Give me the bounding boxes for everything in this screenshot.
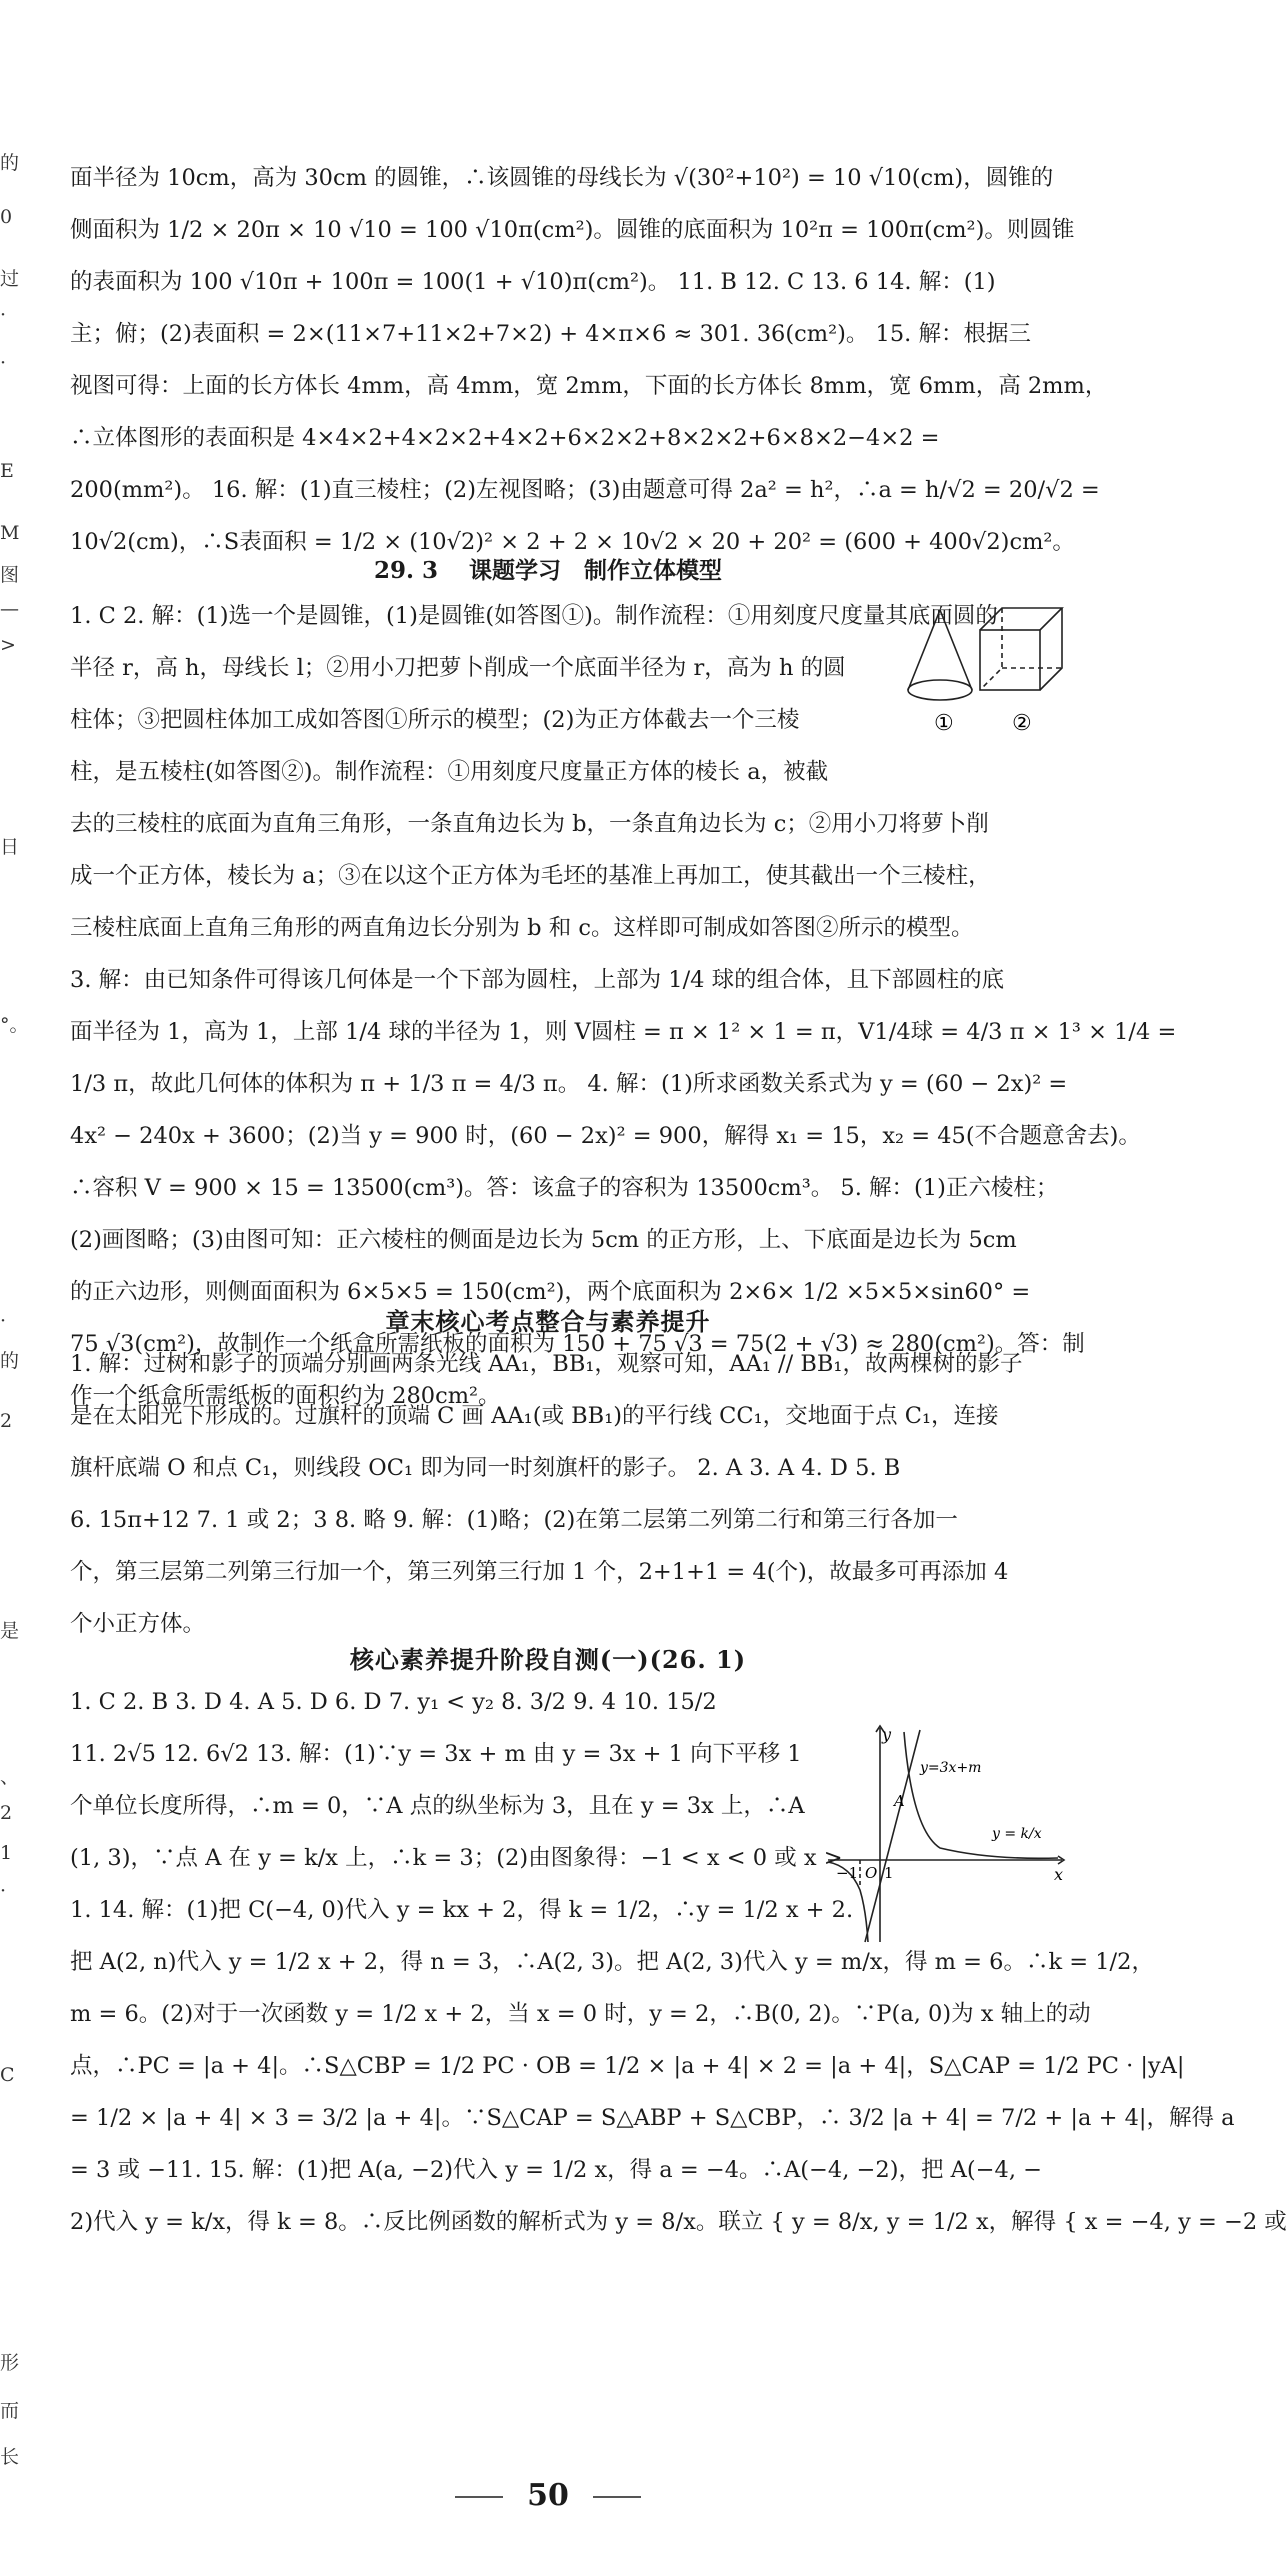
text-line: 柱体；③把圆柱体加工成如答图①所示的模型；(2)为正方体截去一个三棱 [70,707,800,733]
text-line: 的表面积为 100 √10π + 100π = 100(1 + √10)π(cm²)。 11. B 12. C 13. 6 14. 解：(1) [70,269,996,295]
text-line: m = 6。(2)对于一次函数 y = 1/2 x + 2，当 x = 0 时，y = 2，∴B(0, 2)。∵P(a, 0)为 x 轴上的动 [70,2001,1091,2027]
line-y3x [865,1730,920,1942]
point-a-label: A [894,1792,905,1810]
text-line: 个，第三层第二列第三行加一个，第三列第三行加 1 个，2+1+1 = 4(个)，故最多可再添加 4 [70,1559,1009,1585]
text-line: 成一个正方体，棱长为 a；③在以这个正方体为毛坯的基准上再加工，使其截出一个三棱柱， [70,863,991,889]
edge-frag: — [0,598,19,620]
cone-edge-right [940,610,972,690]
text-line: 1. C 2. 解：(1)选一个是圆锥，(1)是圆锥(如答图①)。制作流程：①用刻度尺度量其底面圆的 [70,603,998,629]
text-line: 柱，是五棱柱(如答图②)。制作流程：①用刻度尺度量正方体的棱长 a，被截 [70,759,829,785]
text-line: 3. 解：由已知条件可得该几何体是一个下部为圆柱，上部为 1/4 球的组合体，且下部圆柱的底 [70,967,1005,993]
text-line: 半径 r，高 h，母线长 l；②用小刀把萝卜削成一个底面半径为 r，高为 h 的圆 [70,655,846,681]
cone-base [908,680,972,700]
edge-frag: 日 [0,836,20,858]
answer-block-review [70,1338,1062,1650]
edge-frag: · [0,352,7,374]
text-line: 三棱柱底面上直角三角形的两直角边长分别为 b 和 c。这样即可制成如答图②所示的模型。 [70,915,974,941]
edge-frag: E [0,460,14,482]
answer-block-prev [70,152,1108,568]
edge-frag: 是 [0,1620,20,1642]
text-line: 点，∴PC = |a + 4|。∴S△CBP = 1/2 PC · OB = 1/2 × |a + 4| × 2 = |a + 4|，S△CAP = 1/2 PC · |yA| [70,2053,1185,2079]
section-title: 章末核心考点整合与素养提升 [385,1307,711,1336]
text-line: (2)画图略；(3)由图可知：正六棱柱的侧面是边长为 5cm 的正方形，上、下底面是边长为 5cm [70,1227,1017,1253]
edge-frag: 0 [0,206,13,228]
text-line: 4x² − 240x + 3600；(2)当 y = 900 时，(60 − 2x)² = 900，解得 x₁ = 15，x₂ = 45(不合题意舍去)。 [70,1123,1141,1149]
text-line: 10√2(cm)，∴S表面积 = 1/2 × (10√2)² × 2 + 2 × 10√2 × 20 + 20² = (600 + 400√2)cm²。 [70,529,1075,555]
edge-frag: 过 [0,268,20,290]
origin-label: O [865,1864,878,1882]
y-axis-label: y [882,1725,892,1744]
solid-label-1: ① [934,711,954,736]
text-line: (1, 3)，∵点 A 在 y = k/x 上，∴k = 3；(2)由图象得：−1 < x < 0 或 x > [70,1845,843,1871]
edge-frag: 而 [0,2400,20,2422]
function-graph [820,1720,1070,1950]
text-line: 个单位长度所得，∴m = 0，∵A 点的纵坐标为 3，且在 y = 3x 上，∴A [70,1793,805,1819]
text-line: 面半径为 10cm，高为 30cm 的圆锥，∴该圆锥的母线长为 √(30²+10²) = 10 √10(cm)，圆锥的 [70,165,1054,191]
text-line: 2)代入 y = k/x，得 k = 8。∴反比例函数的解析式为 y = 8/x。联立 { y = 8/x, y = 1/2 x，解得 { x = −4, y = −2 或 [70,2209,1287,2235]
x-axis-label: x [1054,1865,1064,1884]
edge-frag: 2 [0,1802,13,1824]
text-line: 6. 15π+12 7. 1 或 2；3 8. 略 9. 解：(1)略；(2)在第二层第二列第二行和第三行各加一 [70,1507,958,1533]
text-line: = 3 或 −11. 15. 解：(1)把 A(a, −2)代入 y = 1/2 x，得 a = −4。∴A(−4, −2)，把 A(−4, − [70,2157,1042,2183]
cube-front [980,630,1040,690]
line-label: y=3x+m [920,1760,982,1776]
left-edge-fragments [0,0,30,2556]
edge-frag: M [0,522,20,544]
text-line: 1. 14. 解：(1)把 C(−4, 0)代入 y = kx + 2，得 k = 1/2，∴y = 1/2 x + 2. [70,1897,854,1923]
text-line: 把 A(2, n)代入 y = 1/2 x + 2，得 n = 3，∴A(2, 3)。把 A(2, 3)代入 y = m/x，得 m = 6。∴k = 1/2， [70,1949,1154,1975]
curve-label: y = k/x [992,1826,1042,1842]
edge-frag: 2 [0,1410,13,1432]
text-line: 是在太阳光下形成的。过旗杆的顶端 C 画 AA₁(或 BB₁)的平行线 CC₁，交地面于点 C₁，连接 [70,1403,999,1429]
section-heading-review [0,1302,1096,1337]
text-line: 主；俯；(2)表面积 = 2×(11×7+11×2+7×2) + 4×π×6 ≈ 301. 36(cm²)。 15. 解：根据三 [70,321,1031,347]
edge-frag: 、 [0,1766,20,1788]
page-number: 50 [0,2478,1096,2513]
edge-frag: · [0,1880,7,1902]
solids-figure [900,590,1070,790]
text-line: = 1/2 × |a + 4| × 3 = 3/2 |a + 4|。∵S△CAP = S△ABP + S△CBP，∴ 3/2 |a + 4| = 7/2 + |a + 4|，解得 a [70,2105,1235,2131]
edge-frag: · [0,1310,7,1332]
text-line: 的正六边形，则侧面面积为 6×5×5 = 150(cm²)，两个底面积为 2×6× 1/2 ×5×5×sin60° = [70,1279,1031,1305]
text-line: 1/3 π，故此几何体的体积为 π + 1/3 π = 4/3 π。 4. 解：(1)所求函数关系式为 y = (60 − 2x)² = [70,1071,1068,1097]
edge-frag: 1 [0,1842,13,1864]
text-line: 个小正方体。 [70,1611,206,1637]
text-line: 作一个纸盒所需纸板的面积约为 280cm²。 [70,1383,501,1409]
cube-side [1040,608,1062,690]
tick-neg1: −1 [836,1864,859,1882]
edge-frag: > [0,634,16,656]
section-title: 课题学习 制作立体模型 [469,557,723,584]
cube-top [980,608,1062,630]
section-number: 29. 3 [373,557,438,584]
text-line: 视图可得：上面的长方体长 4mm，高 4mm，宽 2mm，下面的长方体长 8mm，宽 6mm，高 2mm， [70,373,1108,399]
text-line: 面半径为 1，高为 1，上部 1/4 球的半径为 1，则 V圆柱 = π × 1² × 1 = π，V1/4球 = 4/3 π × 1³ × 1/4 = [70,1019,1177,1045]
edge-frag: 长 [0,2446,20,2468]
text-line: 侧面积为 1/2 × 20π × 10 √10 = 100 √10π(cm²)。圆锥的底面积为 10²π = 100π(cm²)。则圆锥 [70,217,1075,243]
cone-edge-left [908,610,940,690]
text-line: 200(mm²)。 16. 解：(1)直三棱柱；(2)左视图略；(3)由题意可得 2a² = h²，∴a = h/√2 = 20/√2 = [70,477,1100,503]
tick-1: 1 [884,1864,894,1882]
edge-frag: C [0,2064,15,2086]
text-line: 1. 解：过树和影子的顶端分别画两条光线 AA₁，BB₁，观察可知，AA₁ // BB₁，故两棵树的影子 [70,1351,1023,1377]
edge-frag: 的 [0,152,20,174]
section-heading-29-3 [0,552,1096,585]
text-line: ∴容积 V = 900 × 15 = 13500(cm³)。答：该盒子的容积为 13500cm³。 5. 解：(1)正六棱柱； [70,1175,1059,1201]
edge-frag: 的 [0,1350,20,1372]
section-title: 核心素养提升阶段自测(一)(26. 1) [349,1645,747,1674]
edge-frag: 形 [0,2352,20,2374]
text-line: 75 √3(cm²)，故制作一个纸盒所需纸板的面积为 150 + 75 √3 = 75(2 + √3) ≈ 280(cm²)。答：制 [70,1331,1085,1357]
text-line: 旗杆底端 O 和点 C₁，则线段 OC₁ 即为同一时刻旗杆的影子。 2. A 3. A 4. D 5. B [70,1455,901,1481]
text-line: 去的三棱柱的底面为直角三角形，一条直角边长为 b，一条直角边长为 c；②用小刀将萝卜削 [70,811,989,837]
edge-frag: °。 [0,1014,29,1036]
text-line: ∴立体图形的表面积是 4×4×2+4×2×2+4×2+6×2×2+8×2×2+6×8×2−4×2 = [70,425,940,451]
text-line: 11. 2√5 12. 6√2 13. 解：(1)∵y = 3x + m 由 y = 3x + 1 向下平移 1 [70,1741,802,1767]
text-line: 1. C 2. B 3. D 4. A 5. D 6. D 7. y₁ < y₂ 8. 3/2 9. 4 10. 15/2 [70,1689,717,1715]
section-heading-test [0,1640,1096,1675]
solid-label-2: ② [1012,711,1032,736]
edge-frag: · [0,304,7,326]
edge-frag: 图 [0,564,20,586]
